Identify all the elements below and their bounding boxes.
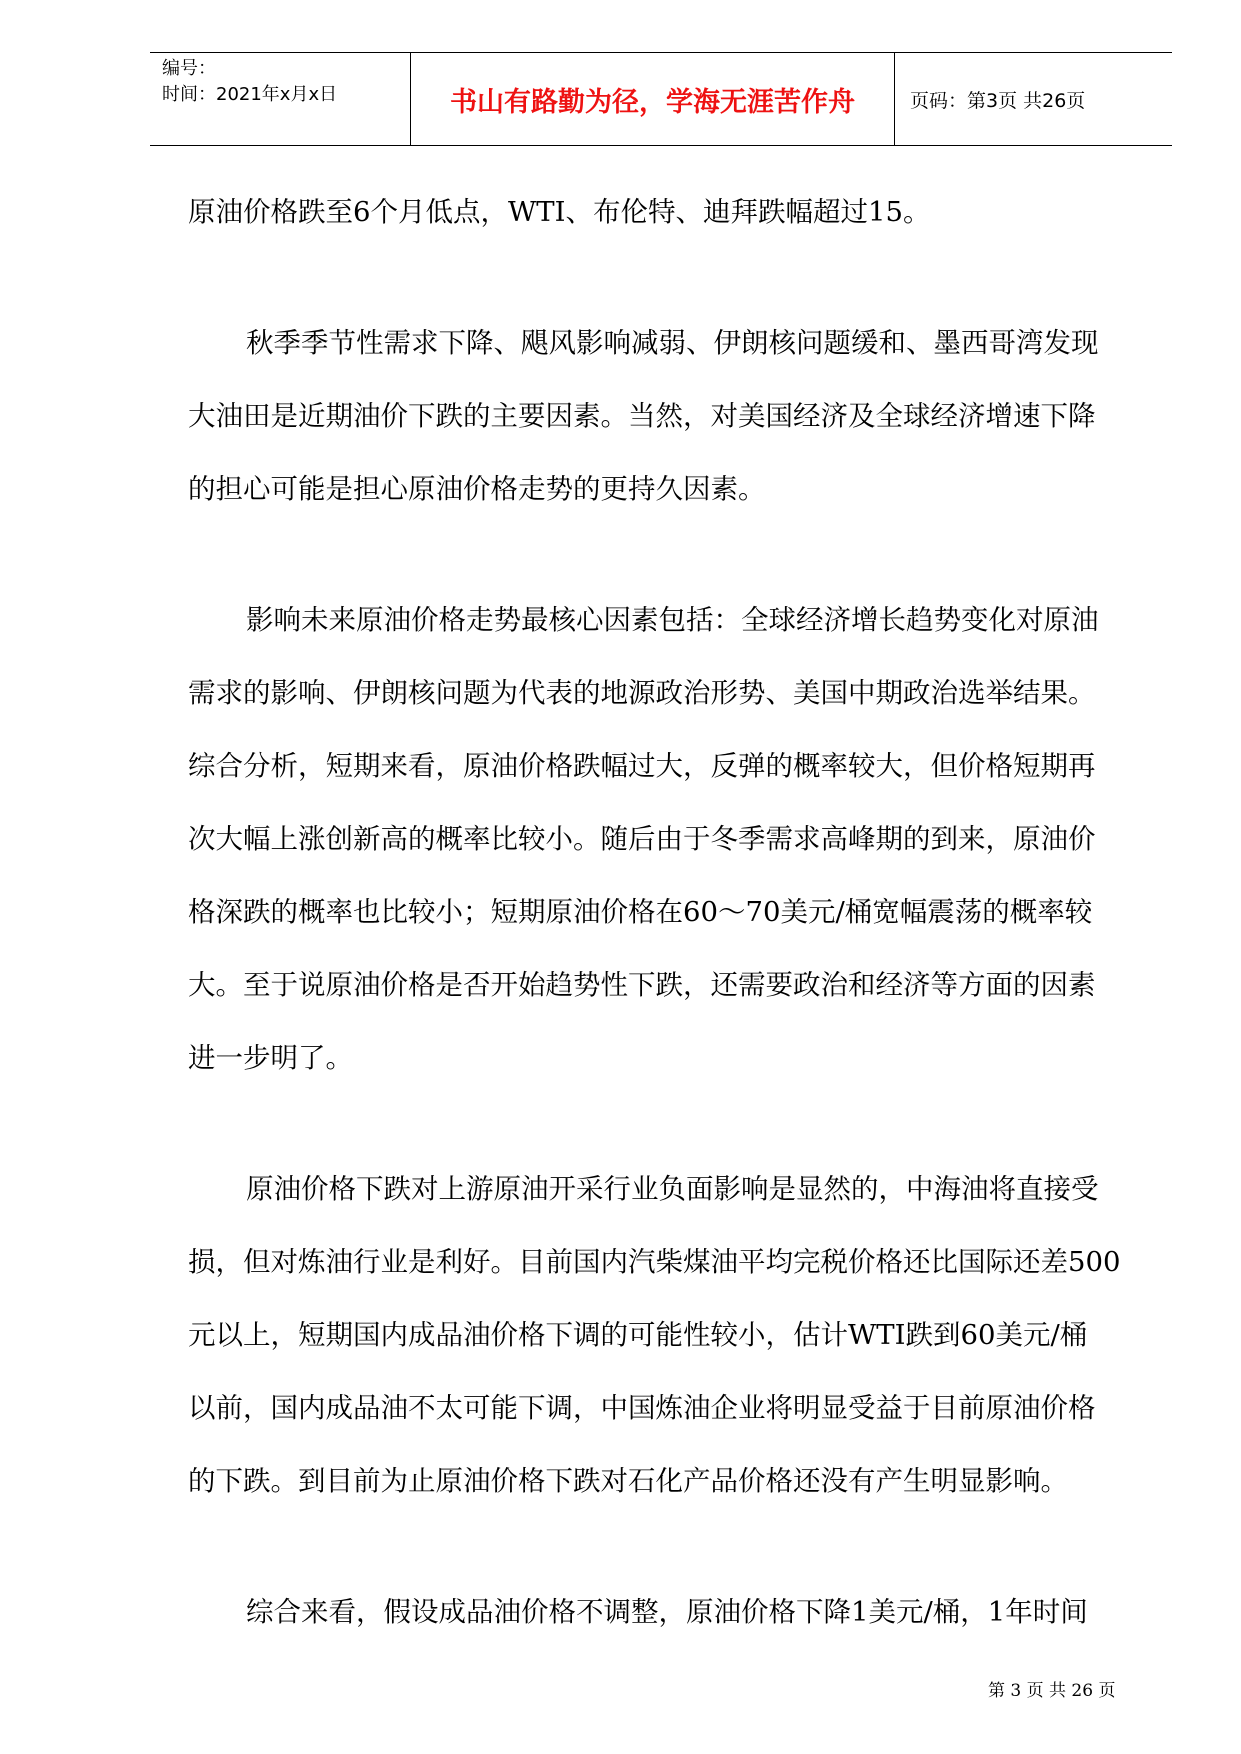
paragraph-line: 格深跌的概率也比较小；短期原油价格在60～70美元/桶宽幅震荡的概率较 [188,896,1093,928]
paragraph-line: 以前，国内成品油不太可能下调，中国炼油企业将明显受益于目前原油价格 [188,1392,1096,1424]
paragraph-line: 原油价格跌至6个月低点，WTI、布伦特、迪拜跌幅超过15。 [188,196,931,228]
document-body [188,176,1148,1707]
paragraph-line: 进一步明了。 [188,1042,353,1074]
paragraph-3 [188,584,1148,1095]
header-page-number: 页码：第3页 共26页 [910,89,1086,112]
paragraph-line: 元以上，短期国内成品油价格下调的可能性较小，估计WTI跌到60美元/桶 [188,1319,1088,1351]
paragraph-line: 的担心可能是担心原油价格走势的更持久因素。 [188,473,766,505]
paragraph-5 [188,1576,1148,1649]
document-code-label: 编号： [162,58,216,79]
paragraph-line: 次大幅上涨创新高的概率比较小。随后由于冬季需求高峰期的到来，原油价 [188,823,1096,855]
header-motto: 书山有路勤为径，学海无涯苦作舟 [450,86,855,118]
paragraph-line: 综合分析，短期来看，原油价格跌幅过大，反弹的概率较大，但价格短期再 [188,750,1096,782]
paragraph-line: 秋季季节性需求下降、飓风影响减弱、伊朗核问题缓和、墨西哥湾发现 [246,327,1099,359]
paragraph-1 [188,176,1148,249]
paragraph-2 [188,307,1148,526]
paragraph-line: 的下跌。到目前为止原油价格下跌对石化产品价格还没有产生明显影响。 [188,1465,1068,1497]
header-motto-cell [410,53,895,145]
paragraph-line: 影响未来原油价格走势最核心因素包括：全球经济增长趋势变化对原油 [246,604,1099,636]
paragraph-4 [188,1153,1148,1518]
document-date-label: 时间：2021年x月x日 [162,84,338,105]
page-header [150,52,1172,146]
paragraph-line: 需求的影响、伊朗核问题为代表的地源政治形势、美国中期政治选举结果。 [188,677,1096,709]
paragraph-line: 综合来看，假设成品油价格不调整，原油价格下降1美元/桶，1年时间 [246,1596,1088,1628]
paragraph-line: 大。至于说原油价格是否开始趋势性下跌，还需要政治和经济等方面的因素 [188,969,1096,1001]
header-page-cell [895,53,1172,145]
paragraph-line: 大油田是近期油价下跌的主要因素。当然，对美国经济及全球经济增速下降 [188,400,1096,432]
page-footer-number: 第 3 页 共 26 页 [988,1681,1116,1701]
paragraph-line: 原油价格下跌对上游原油开采行业负面影响是显然的，中海油将直接受 [246,1173,1099,1205]
header-left-cell [150,53,410,145]
paragraph-line: 损，但对炼油行业是利好。目前国内汽柴煤油平均完税价格还比国际还差500 [188,1246,1121,1278]
